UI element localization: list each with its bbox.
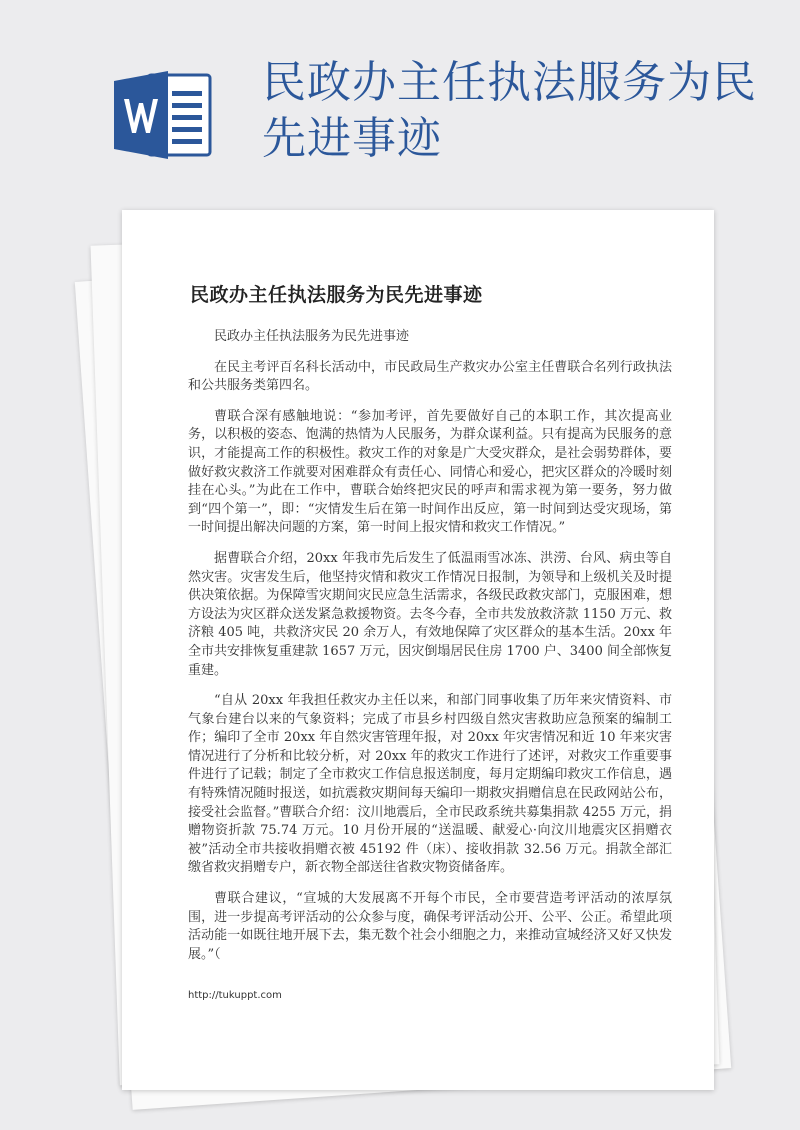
paragraph: 曹联合深有感触地说：“参加考评，首先要做好自己的本职工作，其次提高业务，以积极的姿态、饱满的热情为人民服务，为群众谋利益。只有提高为民服务的意识，才能提高工作的积极性。救灾工作的对象是广大受灾群众，是社会弱势群体，要做好救灾救济工作就要对困难群众有责任心、同情心和爱心，把灾区群众的冷暖时刻挂在心头。”为此在工作中，曹联合始终把灾民的呼声和需求视为第一要务，努力做到“四个第一”，即：“灾情发生后在第一时间作出反应，第一时间到达受灾现场，第一时间提出解决问题的方案，第一时间上报灾情和救灾工作情况。” — [188, 408, 672, 536]
document-title: 民政办主任执法服务为民先进事迹 — [190, 284, 483, 306]
paragraph: 据曹联合介绍，20xx 年我市先后发生了低温雨雪冰冻、洪涝、台风、病虫等自然灾害。灾害发生后，他坚持灾情和救灾工作情况日报制，为领导和上级机关及时提供决策依据。为保障雪灾期间灾民应急生活需求，各级民政救灾部门，克服困难，想方设法为灾区群众送发紧急救援物资。去冬今春，全市共发放救济款 1150 万元、救济粮 405 吨，共救济灾民 20 余万人，有效地保障了灾区群众的基本生活。20xx 年全市共安排恢复重建款 1657 万元，因灾倒塌居民住房 1700 户、3400 间全部恢复重建。 — [188, 550, 672, 678]
document-preview — [95, 210, 725, 1110]
paragraph: 曹联合建议，“宣城的大发展离不开每个市民，全市要营造考评活动的浓厚氛围，进一步提高考评活动的公众参与度，确保考评活动公开、公平、公正。希望此项活动能一如既往地开展下去，集无数个社会小细胞之力，来推动宣城经济又好又快发展。”（ — [188, 891, 672, 962]
paragraph: 民政办主任执法服务为民先进事迹 — [214, 329, 410, 344]
word-document-icon — [110, 65, 220, 165]
paragraph: “自从 20xx 年我担任救灾办主任以来，和部门同事收集了历年来灾情资料、市气象台建台以来的气象资料；完成了市县乡村四级自然灾害救助应急预案的编制工作；编印了全市 20xx 年自然灾害管理年报，对 20xx 年灾害情况和近 10 年来灾害情况进行了分析和比较分析，对 20xx 年的救灾工作进行了述评，对救灾工作重要事件进行了记载；制定了全市救灾工作信息报送制度，每月定期编印救灾工作信息，遇有特殊情况随时报送，如抗震救灾期间每天编印一期救灾捐赠信息在民政网站公布，接受社会监督。”曹联合介绍：汶川地震后，全市民政系统共募集捐款 4255 万元，捐赠物资折款 75.74 万元。10 月份开展的“送温暖、献爱心·向汶川地震灾区捐赠衣被”活动全市共接收捐赠衣被 45192 件（床）、接收捐款 32.56 万元。捐款全部汇缴省救灾捐赠专户，新衣物全部送往省救灾物资储备库。 — [188, 693, 672, 876]
document-page — [122, 210, 714, 1090]
source-link[interactable]: http://tukuppt.com — [188, 990, 282, 1001]
banner-header — [0, 0, 800, 200]
document-body — [188, 328, 672, 976]
banner-title: 民政办主任执法服务为民先进事迹 — [262, 57, 757, 164]
paragraph: 在民主考评百名科长活动中，市民政局生产救灾办公室主任曹联合名列行政执法和公共服务类第四名。 — [188, 359, 672, 394]
